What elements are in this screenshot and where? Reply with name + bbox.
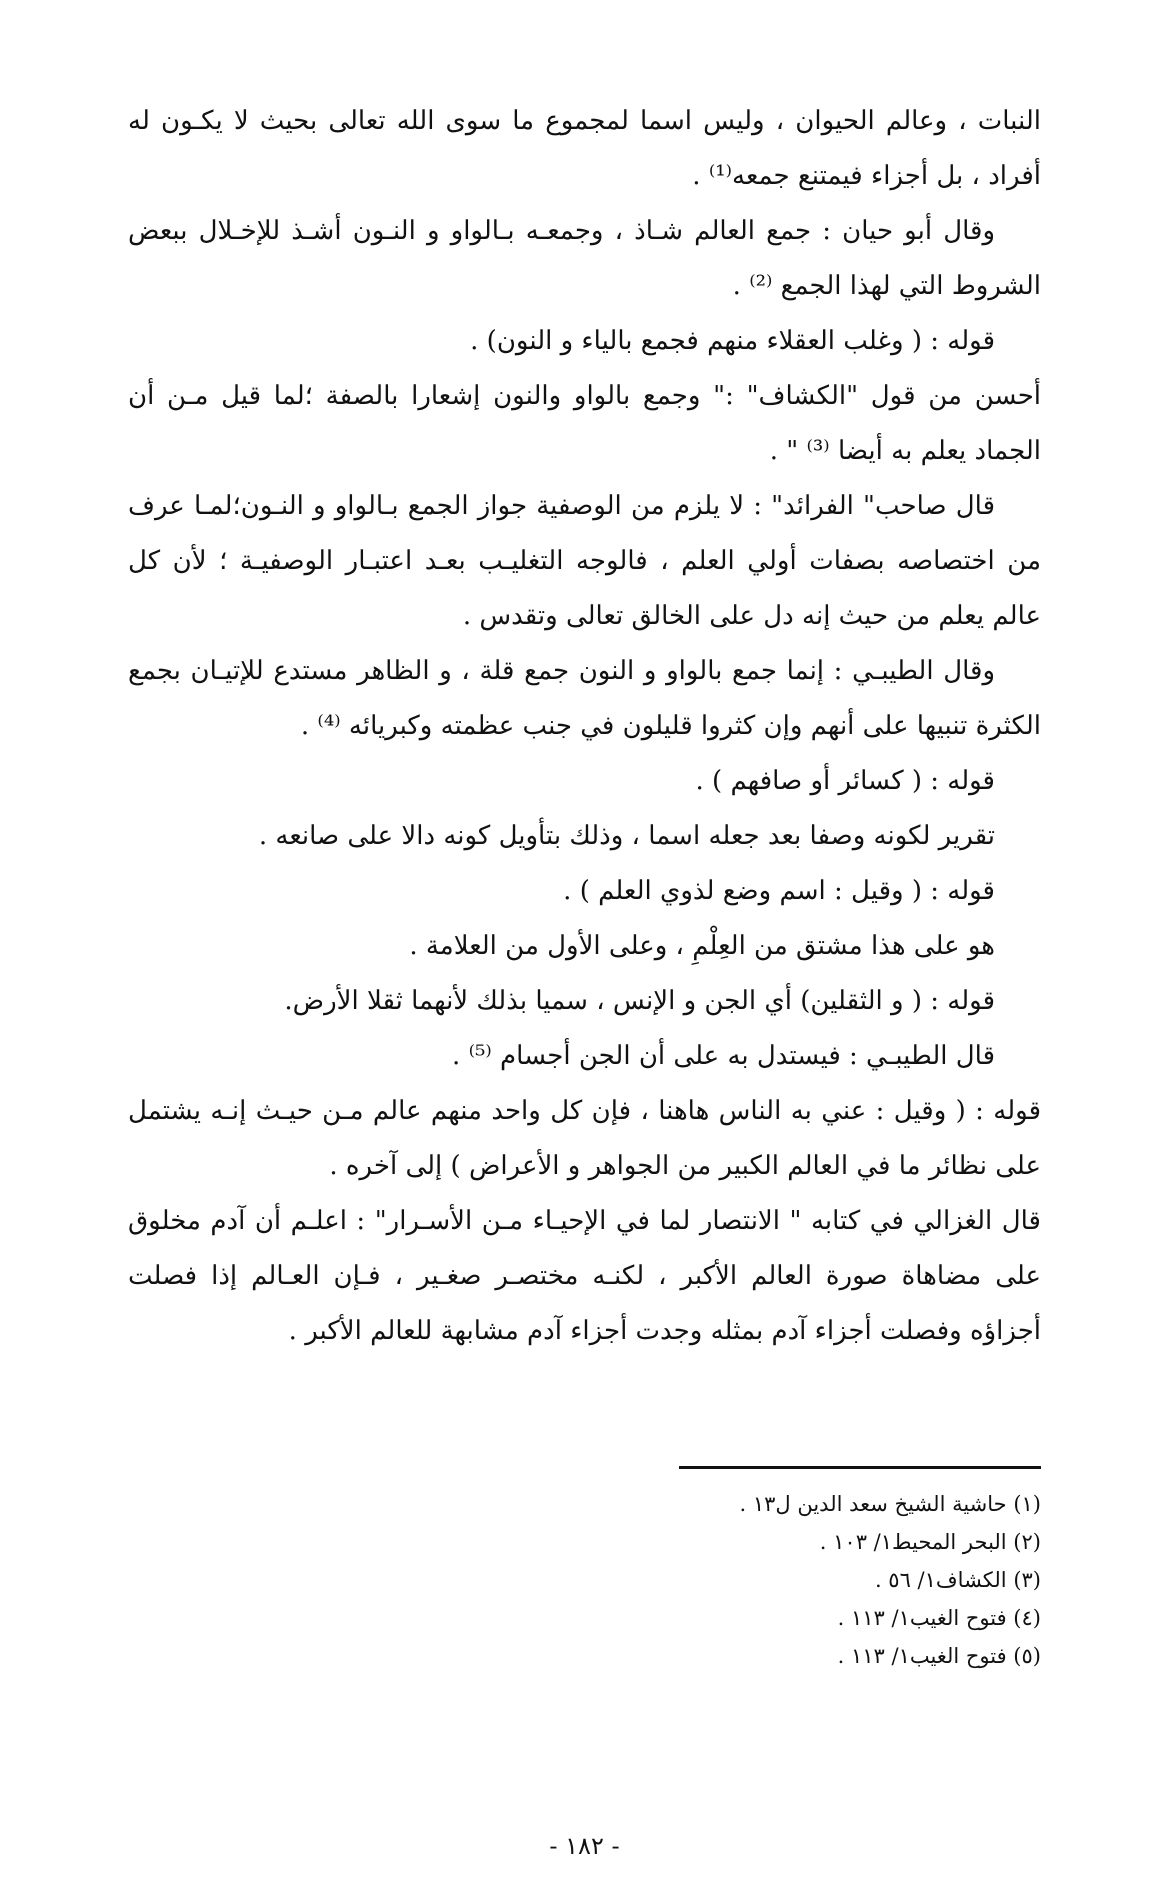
page-number: - ١٨٢ -	[549, 1832, 620, 1860]
paragraph-quote-sifat: قوله : ( كسائر أو صافهم ) .	[695, 766, 995, 796]
paragraph-taqrir: تقرير لكونه وصفا بعد جعله اسما ، وذلك بتأويل كونه دالا على صانعه .	[258, 821, 995, 851]
paragraph-tibi-1: وقال الطيبـي : إنما جمع بالواو و النون جمع قلة ، و الظاهر مستدع للإتيـان بجمع الكثرة تنبيها على أنهم وإن كثروا قليلون في جنب عظمته وكبريائه ⁽⁴⁾ .	[128, 656, 1041, 741]
paragraph-quote-ilm: قوله : ( وقيل : اسم وضع لذوي العلم ) .	[563, 876, 995, 906]
main-text	[128, 94, 1041, 1359]
paragraph-quote-uqala: قوله : ( وغلب العقلاء منهم فجمع بالياء و النون) .	[470, 326, 995, 356]
footnote-2: (٢) البحر المحيط١/ ١٠٣ .	[819, 1530, 1041, 1554]
paragraph-mushtaq: هو على هذا مشتق من العِلْمِ ، وعلى الأول من العلامة .	[409, 931, 995, 961]
footnotes	[300, 1485, 1041, 1675]
paragraph-quote-thaqalayn: قوله : ( و الثقلين) أي الجن و الإنس ، سميا بذلك لأنهما ثقلا الأرض.	[284, 986, 995, 1016]
paragraph-continuation: النبات ، وعالم الحيوان ، وليس اسما لمجموع ما سوى الله تعالى بحيث لا يكـون له أفراد ، بل أجزاء فيمتنع جمعه⁽¹⁾ .	[128, 106, 1041, 191]
paragraph-ghazali: قال الغزالي في كتابه " الانتصار لما في الإحيـاء مـن الأسـرار" : اعلـم أن آدم مخلوق على مضاهاة صورة العالم الأكبر ، لكنـه مختصـر صغـير ، فـإن العـالم إذا فصلت أجزاؤه وفصلت أجزاء آدم بمثله وجدت أجزاء آدم مشابهة للعالم الأكبر .	[128, 1206, 1041, 1346]
footnote-5: (٥) فتوح الغيب١/ ١١٣ .	[837, 1644, 1041, 1668]
footnote-3: (٣) الكشاف١/ ٥٦ .	[874, 1568, 1041, 1592]
footnote-divider	[679, 1466, 1041, 1469]
paragraph-faraid: قال صاحب" الفرائد" : لا يلزم من الوصفية جواز الجمع بـالواو و النـون؛لمـا عرف من اختصاصه بصفات أولي العلم ، فالوجه التغليـب بعـد اعتبـار الوصفيـة ؛ لأن كل عالم يعلم من حيث إنه دل على الخالق تعالى وتقدس .	[128, 491, 1041, 631]
footnote-1: (١) حاشية الشيخ سعد الدين ل١٣ .	[739, 1492, 1041, 1516]
paragraph-abu-hayyan: وقال أبو حيان : جمع العالم شـاذ ، وجمعـه بـالواو و النـون أشـذ للإخـلال ببعض الشروط التي لهذا الجمع ⁽²⁾ .	[128, 216, 1041, 301]
paragraph-quote-nas: قوله : ( وقيل : عني به الناس هاهنا ، فإن كل واحد منهم عالم مـن حيـث إنـه يشتمل على نظائر ما في العالم الكبير من الجواهر و الأعراض ) إلى آخره .	[128, 1096, 1041, 1181]
footnote-4: (٤) فتوح الغيب١/ ١١٣ .	[837, 1606, 1041, 1630]
paragraph-tibi-2: قال الطيبـي : فيستدل به على أن الجن أجسام ⁽⁵⁾ .	[452, 1041, 995, 1071]
paragraph-kashshaf: أحسن من قول "الكشاف" :" وجمع بالواو والنون إشعارا بالصفة ؛لما قيل مـن أن الجماد يعلم به أيضا ⁽³⁾ " .	[128, 381, 1041, 466]
